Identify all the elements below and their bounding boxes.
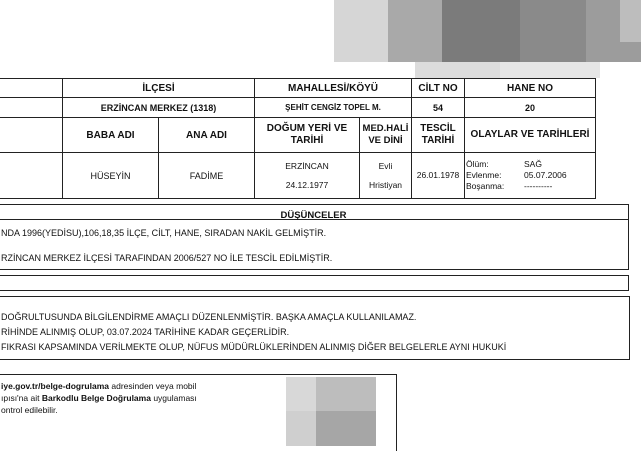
value-baba: HÜSEYİN bbox=[63, 153, 159, 199]
verify-pre-app: ıpısı'na ait bbox=[1, 393, 42, 403]
header-olaylar: OLAYLAR VE TARİHLERİ bbox=[465, 118, 596, 153]
value-dogum-yeri: ERZİNCAN bbox=[285, 160, 329, 171]
redaction-block-strip bbox=[415, 62, 600, 78]
header-ana: ANA ADI bbox=[159, 118, 255, 153]
dusunceler-line-2: RZİNCAN MERKEZ İLÇESİ TARAFINDAN 2006/527 NO İLE TESCİL EDİLMİŞTİR. bbox=[1, 253, 333, 263]
header-tescil: TESCİL TARİHİ bbox=[412, 118, 465, 153]
value-medeni-hali: Evli bbox=[378, 160, 393, 171]
verify-after-app: uygulaması bbox=[150, 393, 197, 403]
value-olaylar bbox=[465, 153, 596, 199]
dusunceler-title: DÜŞÜNCELER bbox=[280, 210, 347, 221]
verify-app-name: Barkodlu Belge Doğrulama bbox=[41, 393, 151, 403]
label-olum: Ölüm: bbox=[466, 159, 489, 169]
notes-line-1: DOĞRULTUSUNDA BİLGİLENDİRME AMAÇLI DÜZENLENMİŞTİR. BAŞKA AMAÇLA KULLANILAMAZ. bbox=[1, 312, 417, 322]
header-dogum: DOĞUM YERİ VE TARİHİ bbox=[255, 118, 360, 153]
verify-line-3: ontrol edilebilir. bbox=[1, 405, 58, 415]
value-mahalle: ŞEHİT CENGİZ TOPEL M. bbox=[255, 98, 412, 118]
notes-line-3: FIKRASI KAPSAMINDA VERİLMEKTE OLUP, NÜFUS MÜDÜRLÜKLERİNDEN ALINMIŞ DİĞER BELGELERLE AYNI HUKUKİ bbox=[1, 342, 507, 352]
value-evlenme: 05.07.2006 bbox=[524, 170, 567, 180]
verify-after-link: adresinden veya mobil bbox=[109, 381, 197, 391]
dusunceler-box bbox=[0, 204, 629, 270]
value-medeni bbox=[360, 153, 412, 199]
value-dogum-tarihi: 24.12.1977 bbox=[285, 179, 329, 190]
redaction-block-barcode bbox=[286, 377, 376, 446]
header-mahalle: MAHALLESİ/KÖYÜ bbox=[255, 79, 412, 98]
header-ilcesi-blank bbox=[0, 79, 63, 98]
header-cilt: CİLT NO bbox=[412, 79, 465, 98]
value-olum: SAĞ bbox=[524, 159, 542, 169]
dusunceler-title-bar bbox=[0, 205, 628, 220]
value-tescil: 26.01.1978 bbox=[412, 153, 465, 199]
value-ilcesi: ERZİNCAN MERKEZ (1318) bbox=[63, 98, 255, 118]
value-cilt: 54 bbox=[412, 98, 465, 118]
value-bosanma: ---------- bbox=[524, 181, 553, 191]
value-hane: 20 bbox=[465, 98, 596, 118]
label-evlenme: Evlenme: bbox=[466, 170, 502, 180]
verify-line-1 bbox=[1, 381, 196, 391]
header-hane: HANE NO bbox=[465, 79, 596, 98]
verify-line-2 bbox=[1, 393, 197, 403]
header-medeni: MED.HALİ VE DİNİ bbox=[360, 118, 412, 153]
dusunceler-line-1: NDA 1996(YEDİSU),106,18,35 İLÇE, CİLT, HANE, SIRADAN NAKİL GELMİŞTİR. bbox=[1, 228, 327, 238]
notes-box bbox=[0, 296, 630, 360]
redaction-block-top bbox=[334, 0, 641, 62]
value-dogum bbox=[255, 153, 360, 199]
notes-line-2: RİHİNDE ALINMIŞ OLUP, 03.07.2024 TARİHİNE KADAR GEÇERLİDİR. bbox=[1, 327, 290, 337]
header-baba: BABA ADI bbox=[63, 118, 159, 153]
value-ana: FADİME bbox=[159, 153, 255, 199]
registry-table bbox=[0, 78, 596, 199]
empty-box bbox=[0, 275, 629, 291]
header-ilcesi: İLÇESİ bbox=[63, 79, 255, 98]
label-bosanma: Boşanma: bbox=[466, 181, 505, 191]
value-din: Hristiyan bbox=[368, 179, 403, 190]
verify-link[interactable]: iye.gov.tr/belge-dogrulama bbox=[1, 381, 110, 391]
